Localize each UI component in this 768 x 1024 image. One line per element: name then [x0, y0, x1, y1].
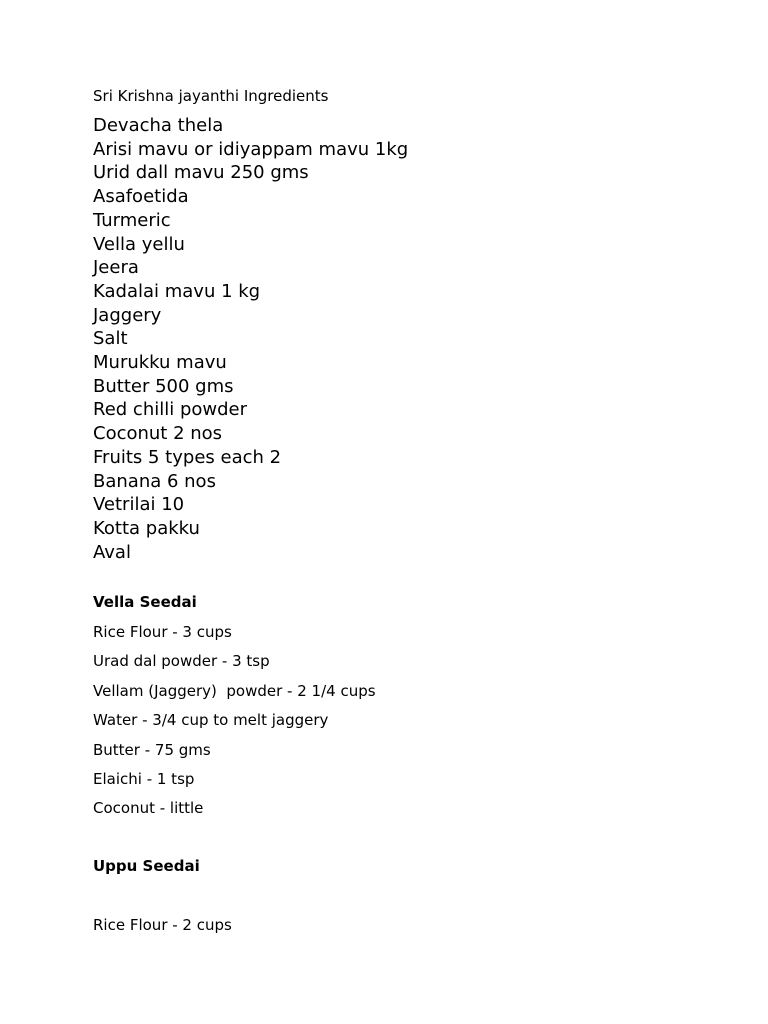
- recipe-item: Water - 3/4 cup to melt jaggery: [93, 711, 329, 730]
- ingredient-item: Jaggery: [93, 304, 162, 326]
- ingredient-item: Asafoetida: [93, 186, 189, 208]
- recipe-item: Butter - 75 gms: [93, 740, 211, 759]
- recipe-item: Vellam (Jaggery) powder - 2 1/4 cups: [93, 681, 376, 700]
- ingredient-item: Vetrilai 10: [93, 494, 185, 516]
- document-page: [93, 0, 733, 1024]
- recipe-item: Coconut - little: [93, 799, 204, 818]
- ingredient-item: Arisi mavu or idiyappam mavu 1kg: [93, 138, 409, 160]
- ingredient-item: Coconut 2 nos: [93, 423, 223, 445]
- recipe-item: Elaichi - 1 tsp: [93, 769, 195, 788]
- recipe-item: Urad dal powder - 3 tsp: [93, 652, 270, 671]
- ingredient-item: Salt: [93, 328, 128, 350]
- ingredient-item: Murukku mavu: [93, 352, 227, 374]
- ingredient-item: Aval: [93, 541, 131, 563]
- ingredient-item: Kadalai mavu 1 kg: [93, 280, 261, 302]
- ingredient-item: Kotta pakku: [93, 517, 200, 539]
- ingredient-item: Butter 500 gms: [93, 375, 234, 397]
- recipe-item: Rice Flour - 3 cups: [93, 623, 232, 641]
- uppu-seedai-heading: Uppu Seedai: [93, 857, 200, 875]
- ingredient-item: Banana 6 nos: [93, 470, 216, 492]
- ingredient-item: Devacha thela: [93, 115, 224, 136]
- ingredient-item: Fruits 5 types each 2: [93, 446, 282, 468]
- recipe-item: Rice Flour - 2 cups: [93, 916, 232, 934]
- document-title: Sri Krishna jayanthi Ingredients: [93, 87, 329, 105]
- ingredient-item: Red chilli powder: [93, 399, 248, 421]
- vella-seedai-list: [93, 623, 376, 829]
- ingredients-list: [93, 114, 408, 564]
- ingredient-item: Turmeric: [93, 209, 171, 231]
- vella-seedai-heading: Vella Seedai: [93, 593, 197, 611]
- ingredient-item: Vella yellu: [93, 233, 185, 255]
- ingredient-item: Jeera: [93, 257, 139, 279]
- uppu-seedai-list: [93, 916, 232, 945]
- ingredient-item: Urid dall mavu 250 gms: [93, 162, 309, 184]
